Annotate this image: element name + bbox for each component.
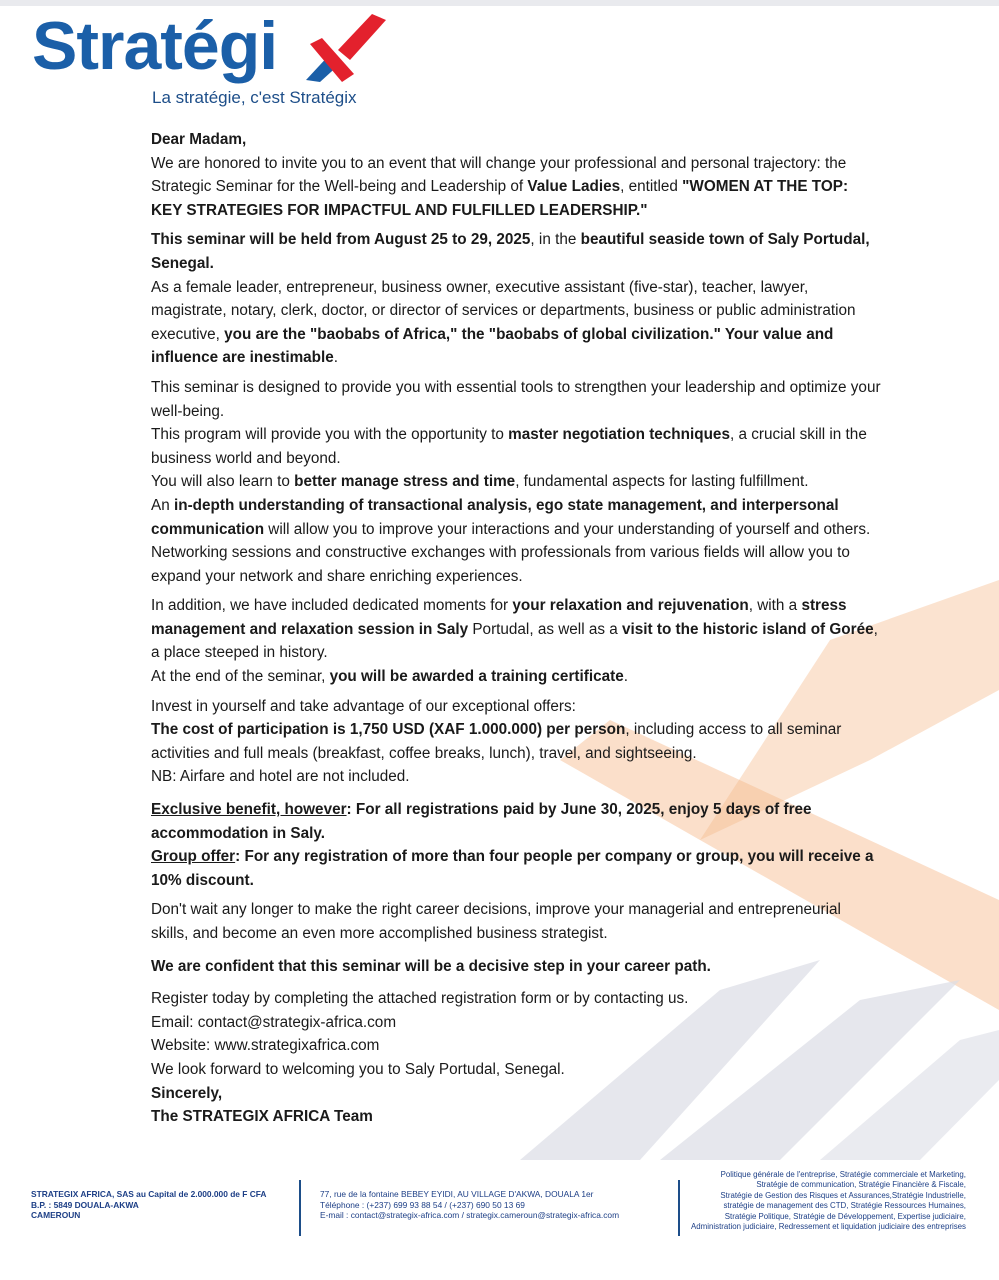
paragraph-purpose: This seminar is designed to provide you with essential tools to strengthen your leadership and optimize your well-being. [151,378,881,420]
page-footer [0,1168,999,1248]
closing-line: We look forward to welcoming you to Saly Portudal, Senegal. [151,1060,565,1078]
paragraph-dates: This seminar will be held from August 25 to 29, 2025, in the beautiful seaside town of Saly Portudal, Senegal. [151,231,870,272]
letter-body [151,128,881,1129]
signature: The STRATEGIX AFRICA Team [151,1108,373,1126]
footer-services-list: Politique générale de l'entreprise, Stratégie commerciale et Marketing, Stratégie de communication, Stratégie Financière & Fiscale, Stratégie de Gestion des Risques et Assurances,Stratégie Industrielle, stratégie de management des CTD, Stratégie Ressources Humaines, Stratégie Politique, Stratégie de Développement, Expertise judiciaire, Administration judiciaire, Redressement et liquidation judiciaire des entreprises [691,1170,966,1232]
signoff: Sincerely, [151,1084,223,1102]
paragraph-cost: The cost of participation is 1,750 USD (XAF 1.000.000) per person, including access to all seminar activities and full meals (breakfast, coffee breaks, lunch), travel, and sightseeing. [151,721,842,762]
paragraph-group-offer: Group offer: For any registration of more than four people per company or group, you will receive a 10% discount. [151,848,874,889]
paragraph-invitation: We are honored to invite you to an event that will change your professional and personal trajectory: the Strategic Seminar for the Well-being and Leadership of Value Ladies, entitled "WOMEN AT THE TOP: KEY STRATEGIES FOR IMPACTFUL AND FULFILLED LEADERSHIP." [151,154,849,219]
logo-tagline: La stratégie, c'est Stratégix [152,88,357,107]
greeting: Dear Madam, [151,131,247,148]
paragraph-relaxation: In addition, we have included dedicated moments for your relaxation and rejuvenation, with a stress management and relaxation session in Saly Portudal, as well as a visit to the historic island of Gorée, a place steeped in history. [151,597,878,662]
paragraph-audience: As a female leader, entrepreneur, business owner, executive assistant (five-star), teacher, lawyer, magistrate, notary, clerk, doctor, or director of services or departments, business or public administration executive, you are the "baobabs of Africa," the "baobabs of global civilization." Your value and influence are inestimable. [151,278,856,367]
logo-x-mark [302,10,388,82]
footer-company-info: STRATEGIX AFRICA, SAS au Capital de 2.000.000 de F CFA B.P. : 5849 DOUALA-AKWA CAMEROUN [31,1189,267,1221]
paragraph-exclusive-benefit: Exclusive benefit, however: For all registrations paid by June 30, 2025, enjoy 5 days of free accommodation in Saly. [151,801,812,842]
paragraph-networking: Networking sessions and constructive exchanges with professionals from various fields will allow you to expand your network and share enriching experiences. [151,544,850,585]
footer-contact-info: 77, rue de la fontaine BEBEY EYIDI, AU VILLAGE D'AKWA, DOUALA 1er Téléphone : (+237) 699 93 88 54 / (+237) 690 50 13 69 E-mail : contact@strategix-africa.com / strategix.cameroun@strategix-africa.com [320,1189,620,1221]
paragraph-certificate: At the end of the seminar, you will be awarded a training certificate. [151,668,628,686]
paragraph-nb: NB: Airfare and hotel are not included. [151,768,410,786]
paragraph-register: Register today by completing the attached registration form or by contacting us. [151,990,689,1008]
paragraph-call-to-action: Don't wait any longer to make the right career decisions, improve your managerial and entrepreneurial skills, and become an even more accomplished business strategist. [151,901,841,942]
contact-email: Email: contact@strategix-africa.com [151,1013,397,1031]
paragraph-negotiation: This program will provide you with the opportunity to master negotiation techniques, a crucial skill in the business world and beyond. [151,426,867,467]
footer-divider [299,1180,301,1236]
contact-website: Website: www.strategixafrica.com [151,1037,380,1055]
paragraph-analysis: An in-depth understanding of transactional analysis, ego state management, and interpersonal communication will allow you to improve your interactions and your understanding of yourself and others. [151,496,871,538]
brand-logo [30,8,390,108]
paragraph-confidence: We are confident that this seminar will be a decisive step in your career path. [151,957,711,975]
logo-wordmark: Stratégi [32,8,278,84]
paragraph-invest: Invest in yourself and take advantage of our exceptional offers: [151,697,576,715]
paragraph-stress: You will also learn to better manage stress and time, fundamental aspects for lasting fulfillment. [151,473,809,491]
